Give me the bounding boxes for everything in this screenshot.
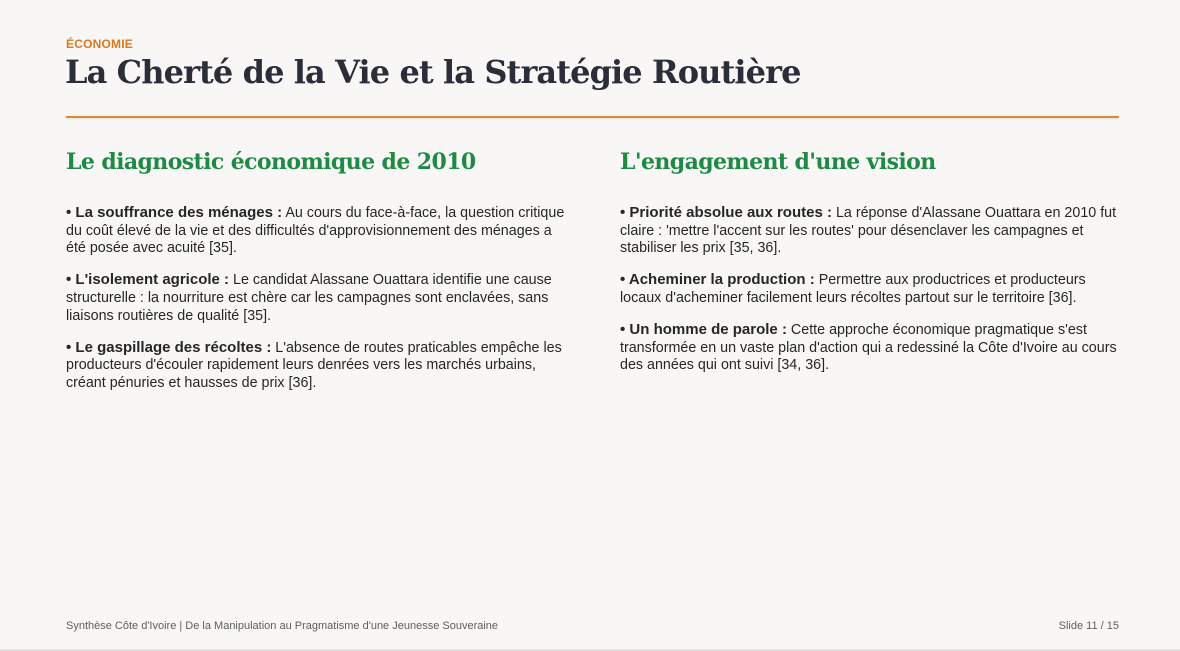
bullet-text: La réponse d'Alassane Ouattara en 2010 fut claire : 'mettre l'accent sur les routes' pour désenclaver les campagnes et stabiliser les prix [35, 36]. — [620, 205, 1117, 257]
bullet-text: Cette approche économique pragmatique s'est transformée en un vaste plan d'action qui a redessiné la Côte d'Ivoire au cours des années qui ont suivi [34, 36]. — [620, 322, 1117, 374]
bullet-lead: • L'isolement agricole : — [66, 271, 230, 289]
bullet-lead: • Le gaspillage des récoltes : — [66, 338, 272, 356]
bullet-text: Au cours du face-à-face, la question critique du coût élevé de la vie et des difficultés d'approvisionnement des ménages a été posée avec acuité [35]. — [66, 205, 565, 257]
column-diagnostic — [66, 146, 572, 406]
footer-title: Synthèse Côte d'Ivoire | De la Manipulation au Pragmatisme d'une Jeunesse Souveraine — [66, 620, 499, 632]
bullet-lead: • Priorité absolue aux routes : — [620, 204, 832, 221]
slide-title: La Cherté de la Vie et la Stratégie Routière — [65, 53, 801, 91]
bullet-item — [66, 271, 572, 325]
column-heading: Le diagnostic économique de 2010 — [66, 149, 476, 175]
title-divider — [66, 116, 1119, 118]
bullet-lead: • Un homme de parole : — [620, 321, 787, 339]
bullet-item — [620, 321, 1126, 375]
bullet-lead: • La souffrance des ménages : — [66, 204, 283, 221]
bullet-item — [620, 271, 1126, 307]
section-kicker: ÉCONOMIE — [66, 37, 133, 51]
bullet-text: Le candidat Alassane Ouattara identifie une cause structurelle : la nourriture est chère car les campagnes sont enclavées, sans liaisons routières de qualité [35]. — [66, 272, 552, 324]
bullet-text: L'absence de routes praticables empêche les producteurs d'écouler rapidement leurs denrées vers les marchés urbains, créant pénuries et hausses de prix [36]. — [66, 339, 562, 391]
column-vision — [620, 146, 1126, 389]
bullet-text: Permettre aux productrices et producteurs locaux d'acheminer facilement leurs récoltes partout sur le territoire [36]. — [620, 272, 1086, 306]
bullet-item — [66, 339, 572, 393]
bullet-lead: • Acheminer la production : — [620, 271, 815, 289]
slide-number: Slide 11 / 15 — [1058, 620, 1119, 632]
bullet-item — [620, 204, 1126, 258]
column-heading: L'engagement d'une vision — [620, 149, 936, 175]
bullet-item — [66, 204, 572, 258]
